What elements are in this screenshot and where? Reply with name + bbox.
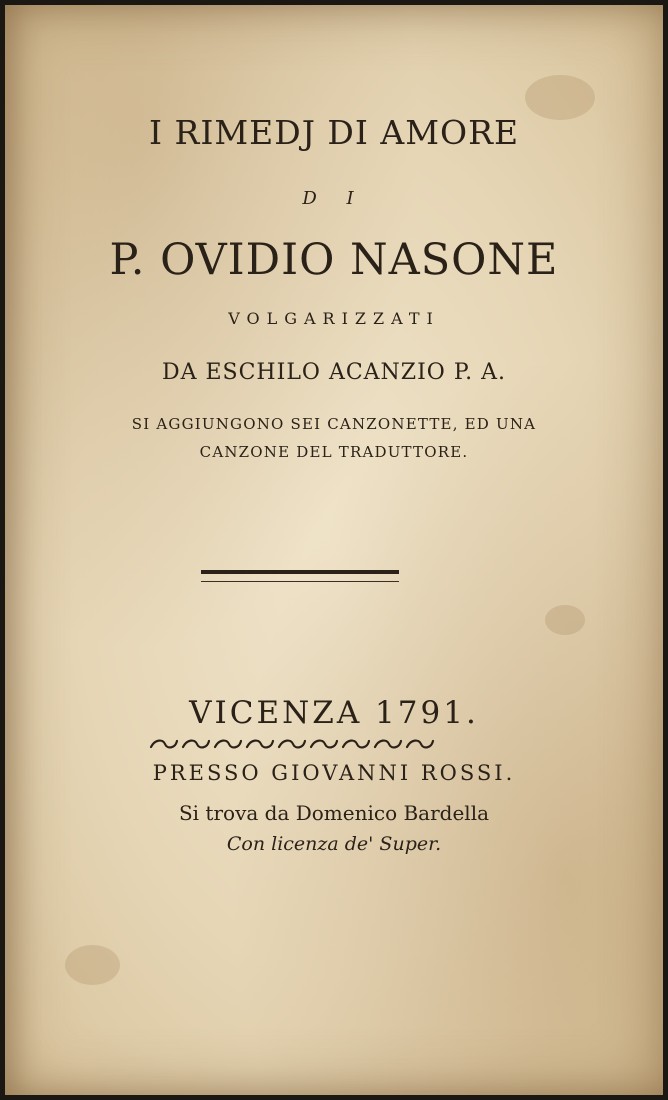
double-rule-thick <box>201 570 399 574</box>
title-page <box>5 5 663 1095</box>
book-title: I RIMEDJ DI AMORE <box>148 113 520 152</box>
licence-line: Con licenza de' Super. <box>226 833 442 855</box>
translator-line: DA ESCHILO ACANZIO P. A. <box>161 360 507 385</box>
printers-ornament-icon <box>147 735 437 753</box>
page-edge-shadow <box>5 5 663 1095</box>
printer-line: PRESSO GIOVANNI ROSSI. <box>152 761 516 785</box>
preposition-di: D I <box>302 188 366 209</box>
addition-note-line1: SI AGGIUNGONO SEI CANZONETTE, ED UNA <box>131 415 537 433</box>
imprint-city-year: VICENZA 1791. <box>189 695 479 731</box>
seller-line: Si trova da Domenico Bardella <box>178 801 490 825</box>
volgarizzati-label: VOLGARIZZATI <box>228 309 440 328</box>
foxing-stain <box>65 945 120 985</box>
foxing-stain <box>545 605 585 635</box>
author-name: P. OVIDIO NASONE <box>109 235 559 285</box>
addition-note-line2: CANZONE DEL TRADUTTORE. <box>199 443 469 461</box>
double-rule-thin <box>201 581 399 582</box>
